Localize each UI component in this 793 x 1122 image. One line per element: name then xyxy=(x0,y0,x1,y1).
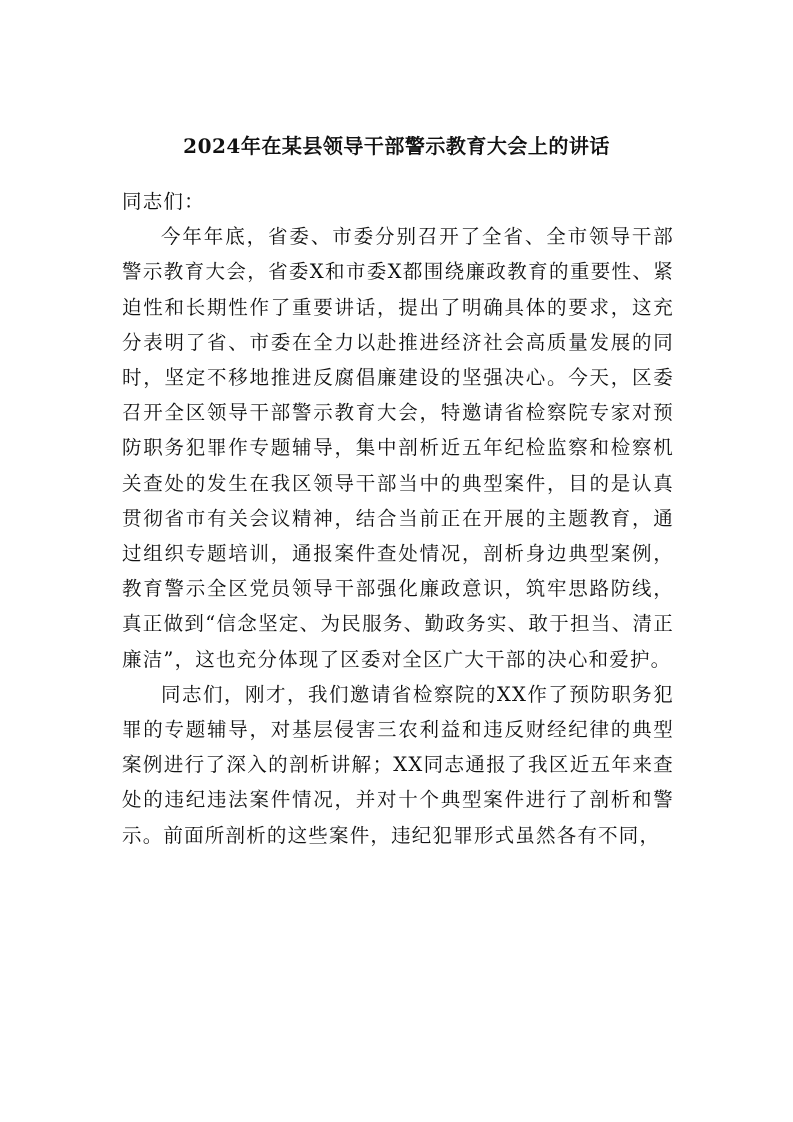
document-title: 2024年在某县领导干部警示教育大会上的讲话 xyxy=(183,134,610,158)
salutation: 同志们： xyxy=(122,190,205,213)
document-body xyxy=(122,184,674,853)
paragraph-2: 同志们，刚才，我们邀请省检察院的XX作了预防职务犯罪的专题辅导，对基层侵害三农利益和违反财经纪律的典型案例进行了深入的剖析讲解；XX同志通报了我区近五年来查处的违纪违法案件情况，并对十个典型案件进行了剖析和警示。前面所剖析的这些案件，违纪犯罪形式虽然各有不同， xyxy=(122,682,674,847)
paragraph-1: 今年年底，省委、市委分别召开了全省、全市领导干部警示教育大会，省委X和市委X都围绕廉政教育的重要性、紧迫性和长期性作了重要讲话，提出了明确具体的要求，这充分表明了省、市委在全力以赴推进经济社会高质量发展的同时，坚定不移地推进反腐倡廉建设的坚强决心。今天，区委召开全区领导干部警示教育大会，特邀请省检察院专家对预防职务犯罪作专题辅导，集中剖析近五年纪检监察和检察机关查处的发生在我区领导干部当中的典型案件，目的是认真贯彻省市有关会议精神，结合当前正在开展的主题教育，通过组织专题培训，通报案件查处情况，剖析身边典型案例，教育警示全区党员领导干部强化廉政意识，筑牢思路防线，真正做到“信念坚定、为民服务、勤政务实、敢于担当、清正廉洁”，这也充分体现了区委对全区广大干部的决心和爱护。 xyxy=(122,225,674,671)
